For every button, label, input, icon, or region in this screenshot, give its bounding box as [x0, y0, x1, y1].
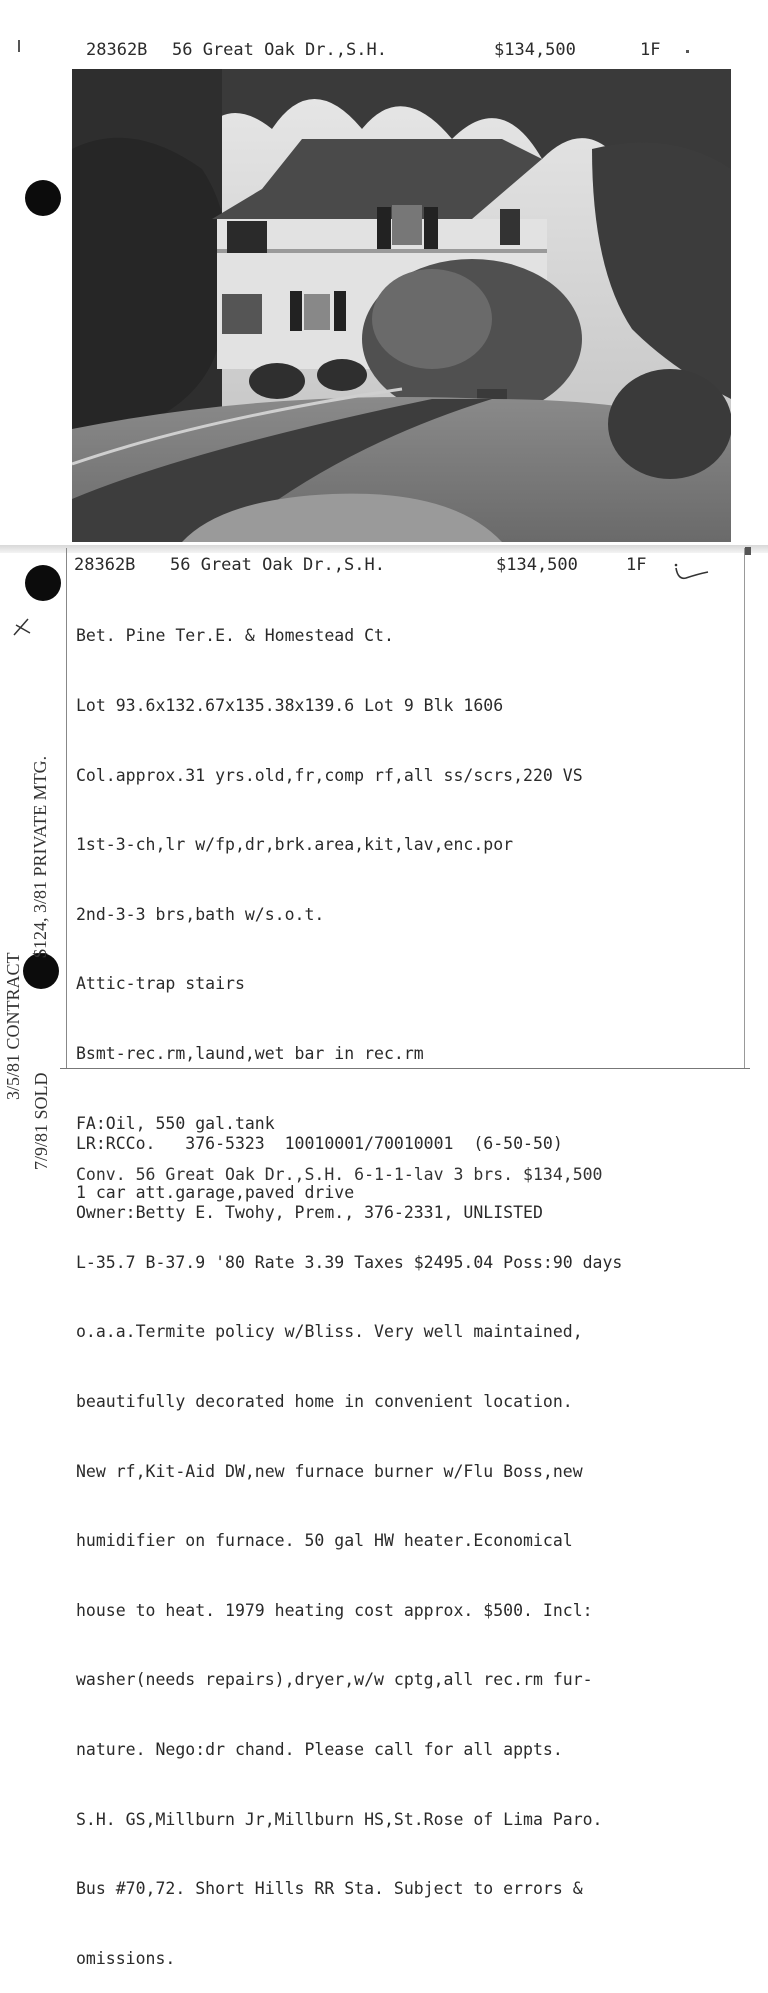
contract-note: 3/5/81 CONTRACT: [3, 952, 23, 1100]
house-photo: [72, 69, 731, 542]
listing-number: 28362B: [86, 40, 148, 60]
detail-line: humidifier on furnace. 50 gal HW heater.Economical: [76, 1531, 573, 1551]
detail-line: Bet. Pine Ter.E. & Homestead Ct.: [76, 626, 394, 646]
detail-line: Col.approx.31 yrs.old,fr,comp rf,all ss/scrs,220 VS: [76, 765, 583, 785]
edge-mark: [745, 547, 751, 555]
detail-line: beautifully decorated home in convenient location.: [76, 1391, 573, 1411]
punch-hole: [25, 180, 61, 216]
detail-line: omissions.: [76, 1948, 176, 1968]
listing-header: [74, 555, 714, 577]
detail-line: 2nd-3-3 brs,bath w/s.o.t.: [76, 904, 325, 924]
paper-fold: [0, 545, 768, 553]
style-code: 1F: [640, 40, 661, 60]
detail-line: house to heat. 1979 heating cost approx. $500. Incl:: [76, 1600, 593, 1620]
address: 56 Great Oak Dr.,S.H.: [172, 40, 387, 60]
price: $134,500: [494, 40, 576, 60]
sold-note: 7/9/81 SOLD: [31, 1072, 51, 1170]
edge-mark: [686, 50, 689, 53]
listing-details: [76, 578, 736, 1993]
listing-number: 28362B: [74, 555, 136, 575]
detail-line: 1st-3-ch,lr w/fp,dr,brk.area,kit,lav,enc.por: [76, 835, 514, 855]
card-border-right: [744, 548, 745, 1068]
punch-hole: [25, 565, 61, 601]
detail-line: S.H. GS,Millburn Jr,Millburn HS,St.Rose of Lima Paro.: [76, 1809, 603, 1829]
card-divider: [60, 1068, 750, 1069]
detail-line: FA:Oil, 550 gal.tank: [76, 1113, 275, 1133]
detail-line: Lot 93.6x132.67x135.38x139.6 Lot 9 Blk 1606: [76, 696, 504, 715]
detail-line: o.a.a.Termite policy w/Bliss. Very well maintained,: [76, 1322, 583, 1342]
mortgage-note: $124, 3/81 PRIVATE MTG.: [30, 755, 50, 958]
price: $134,500: [496, 555, 578, 575]
card-border-left: [66, 548, 67, 1068]
punch-hole: [23, 953, 59, 989]
detail-line: Bsmt-rec.rm,laund,wet bar in rec.rm: [76, 1043, 424, 1063]
detail-line: Bus #70,72. Short Hills RR Sta. Subject to errors &: [76, 1879, 583, 1899]
detail-line: nature. Nego:dr chand. Please call for all appts.: [76, 1739, 563, 1759]
pen-mark-icon: [10, 615, 34, 639]
listing-broker-line: LR:RCCo. 376-5323 10010001/70010001 (6-50-50): [76, 1134, 563, 1153]
detail-line: 1 car att.garage,paved drive: [76, 1183, 355, 1203]
owner-line: Owner:Betty E. Twohy, Prem., 376-2331, UNLISTED: [76, 1203, 543, 1222]
detail-line: Attic-trap stairs: [76, 974, 245, 994]
address: 56 Great Oak Dr.,S.H.: [170, 555, 385, 575]
edge-mark: [18, 40, 20, 52]
detail-line: New rf,Kit-Aid DW,new furnace burner w/Flu Boss,new: [76, 1461, 583, 1481]
detail-line: L-35.7 B-37.9 '80 Rate 3.39 Taxes $2495.04 Poss:90 days: [76, 1252, 623, 1272]
style-code: 1F: [626, 555, 647, 575]
detail-line: washer(needs repairs),dryer,w/w cptg,all rec.rm fur-: [76, 1670, 593, 1690]
house-photo-icon: [72, 69, 731, 542]
next-listing-partial: Conv. 56 Great Oak Dr.,S.H. 6-1-1-lav 3 brs. $134,500: [76, 1165, 603, 1184]
photo-header: [76, 40, 696, 64]
